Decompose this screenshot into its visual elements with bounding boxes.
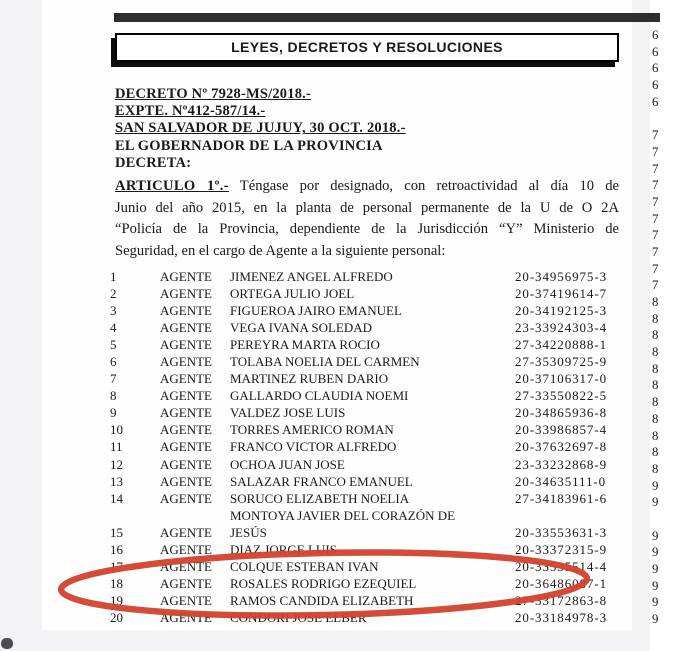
agent-rank: AGENTE	[160, 439, 212, 455]
agent-rank: AGENTE	[160, 371, 212, 387]
cropped-digit: 8	[652, 428, 659, 443]
agent-name: ROSALES RODRIGO EZEQUIEL	[230, 575, 417, 591]
section-header-box	[115, 33, 619, 62]
agent-rank: AGENTE	[160, 388, 212, 404]
decree-decreta-line: DECRETA:	[115, 154, 192, 171]
agent-name: TORRES AMERICO ROMAN	[230, 422, 394, 438]
agent-name: MONTOYA JAVIER DEL CORAZÓN DE	[230, 507, 456, 523]
agent-row	[42, 490, 674, 507]
agent-row-number: 15	[110, 524, 123, 540]
decree-header	[115, 86, 625, 172]
cropped-digit: 8	[652, 395, 659, 410]
agent-rank: AGENTE	[160, 269, 212, 284]
agent-cuil: 20-33184978-3	[515, 609, 607, 625]
cropped-digit: 7	[652, 278, 659, 293]
cropped-digit: 8	[652, 378, 659, 393]
agent-rank: AGENTE	[160, 422, 212, 438]
decree-place-date-line: SAN SALVADOR DE JUJUY, 30 OCT. 2018.-	[115, 120, 406, 137]
cropped-digit	[652, 110, 692, 127]
cropped-digit	[652, 511, 692, 528]
agent-row-number: 19	[110, 592, 123, 608]
cropped-digit: 8	[652, 345, 659, 360]
cropped-digit: 7	[652, 194, 659, 209]
agent-row-number: 18	[110, 575, 123, 591]
agent-row	[42, 456, 674, 473]
agent-row-number: 20	[110, 609, 123, 625]
bottom-left-ui-fragment	[1, 638, 13, 649]
cropped-digit: 6	[652, 44, 659, 59]
cropped-digit: 9	[652, 528, 659, 543]
article-line-1	[115, 176, 619, 198]
agent-cuil: 20-34865936-8	[515, 405, 607, 421]
agent-row	[42, 302, 674, 319]
agent-rank: AGENTE	[160, 320, 212, 336]
agent-row	[42, 319, 674, 336]
agent-row	[42, 285, 674, 302]
agent-row-number: 14	[110, 490, 123, 506]
cropped-digit: 8	[652, 328, 659, 343]
agent-rank: AGENTE	[160, 592, 212, 608]
agent-name: COLQUE ESTEBAN IVAN	[230, 558, 379, 574]
agent-row-number: 13	[110, 473, 123, 489]
cropped-digit: 9	[652, 612, 659, 627]
agent-name: JIMENEZ ANGEL ALFREDO	[230, 269, 393, 284]
cropped-digit: 7	[652, 178, 659, 193]
agent-name: FIGUEROA JAIRO EMANUEL	[230, 303, 402, 319]
cropped-digit: 7	[652, 128, 659, 143]
agent-row	[42, 268, 674, 285]
agent-list	[42, 268, 674, 626]
cropped-digit: 6	[652, 94, 659, 109]
agent-rank: AGENTE	[160, 286, 212, 302]
agent-name: RAMOS CANDIDA ELIZABETH	[230, 592, 414, 608]
agent-cuil: 20-33535514-4	[515, 558, 607, 574]
agent-name: OCHOA JUAN JOSE	[230, 456, 345, 472]
agent-row	[42, 507, 674, 524]
decree-issuer-line: EL GOBERNADOR DE LA PROVINCIA	[115, 137, 383, 154]
cropped-digit: 9	[652, 495, 659, 510]
agent-row	[42, 387, 674, 404]
agent-rank: AGENTE	[160, 473, 212, 489]
agent-row-number: 5	[110, 337, 117, 353]
agent-name: SALAZAR FRANCO EMANUEL	[230, 473, 413, 489]
document-page	[42, 0, 659, 630]
agent-cuil: 20-34956975-3	[515, 269, 607, 284]
agent-cuil: 20-36486087-1	[515, 575, 607, 591]
agent-cuil: 20-33986857-4	[515, 422, 607, 438]
cropped-digit: 8	[652, 445, 659, 460]
decree-number-line: DECRETO Nº 7928-MS/2018.-	[115, 86, 312, 102]
agent-rank: AGENTE	[160, 558, 212, 574]
cropped-digit: 6	[652, 78, 659, 93]
article-paragraph	[115, 176, 619, 263]
cropped-digit: 9	[652, 478, 659, 493]
agent-row-number: 4	[110, 320, 117, 336]
cropped-digit: 9	[652, 578, 659, 593]
cropped-digit: 8	[652, 295, 659, 309]
agent-cuil: 27-33550822-5	[515, 388, 607, 404]
agent-name: TOLABA NOELIA DEL CARMEN	[230, 354, 420, 370]
agent-row-number: 16	[110, 541, 123, 557]
agent-cuil: 20-37106317-0	[515, 371, 607, 387]
agent-row-number: 11	[110, 439, 123, 455]
agent-cuil: 23-33924303-4	[515, 320, 607, 336]
agent-name: SORUCO ELIZABETH NOELIA	[230, 490, 410, 506]
article-label: ARTICULO 1º.-	[115, 178, 229, 194]
agent-row-number: 3	[110, 303, 117, 319]
agent-row-number: 1	[110, 269, 117, 284]
agent-name: GALLARDO CLAUDIA NOEMI	[230, 388, 409, 404]
agent-name: PEREYRA MARTA ROCIO	[230, 337, 380, 353]
agent-name: FRANCO VICTOR ALFREDO	[230, 439, 397, 455]
agent-name: ORTEGA JULIO JOEL	[230, 286, 355, 302]
cropped-digit: 6	[652, 28, 659, 42]
agent-row-number: 8	[110, 388, 117, 404]
agent-rank: AGENTE	[160, 490, 212, 506]
agent-row	[42, 575, 674, 592]
agent-rank: AGENTE	[160, 405, 212, 421]
agent-name: VEGA IVANA SOLEDAD	[230, 320, 373, 336]
agent-row-number: 7	[110, 371, 117, 387]
agent-row	[42, 524, 674, 541]
decree-file-line: EXPTE. Nº412-587/14.-	[115, 103, 266, 120]
agent-rank: AGENTE	[160, 456, 212, 472]
agent-cuil: 20-33553631-3	[515, 524, 607, 540]
agent-cuil: 27-34183961-6	[515, 490, 607, 506]
agent-rank: AGENTE	[160, 303, 212, 319]
agent-row	[42, 370, 674, 387]
agent-cuil: 20-37632697-8	[515, 439, 607, 455]
article-line-4: Seguridad, en el cargo de Agente a la siguiente personal:	[115, 243, 446, 260]
cropped-digit: 7	[652, 211, 659, 226]
cropped-digit: 8	[652, 311, 659, 326]
agent-name: MARTINEZ RUBEN DARIO	[230, 371, 389, 387]
agent-row	[42, 353, 674, 370]
agent-rank: AGENTE	[160, 524, 212, 540]
agent-row-number: 12	[110, 456, 123, 472]
cropped-digit: 9	[652, 595, 659, 610]
agent-row-number: 9	[110, 405, 117, 421]
agent-rank: AGENTE	[160, 354, 212, 370]
agent-name: JESÚS	[230, 524, 267, 540]
top-divider-bar	[114, 13, 660, 22]
agent-row	[42, 438, 674, 455]
agent-row	[42, 558, 674, 575]
agent-row	[42, 473, 674, 490]
cropped-digit: 7	[652, 144, 659, 159]
article-line-2: Junio del año 2015, en la planta de personal permanente de la U de O 2A	[115, 199, 619, 216]
agent-rank: AGENTE	[160, 337, 212, 353]
cropped-digit: 7	[652, 228, 659, 243]
agent-cuil: 20-34635111-0	[515, 473, 607, 489]
agent-rank: AGENTE	[160, 609, 212, 625]
agent-row-number: 10	[110, 422, 123, 438]
cropped-digit: 9	[652, 545, 659, 560]
adjacent-column-digits	[652, 27, 692, 628]
agent-cuil: 20-34192125-3	[515, 303, 607, 319]
agent-row-number: 17	[110, 558, 123, 574]
cropped-digit: 8	[652, 361, 659, 376]
agent-row	[42, 541, 674, 558]
agent-row-number: 2	[110, 286, 117, 302]
agent-rank: AGENTE	[160, 541, 212, 557]
agent-row-number: 6	[110, 354, 117, 370]
agent-name: DIAZ JORGE LUIS	[230, 541, 337, 557]
agent-cuil: 27-33172863-8	[515, 592, 607, 608]
cropped-digit: 6	[652, 61, 659, 76]
article-line-3: “Policía de la Provincia, dependiente de la Jurisdicción “Y” Ministerio de	[115, 221, 619, 238]
agent-cuil: 27-35309725-9	[515, 354, 607, 370]
agent-row	[42, 421, 674, 438]
agent-cuil: 23-33232868-9	[515, 456, 607, 472]
cropped-digit: 7	[652, 244, 659, 259]
cropped-digit: 7	[652, 161, 659, 176]
agent-cuil: 27-34220888-1	[515, 337, 607, 353]
cropped-digit: 9	[652, 562, 659, 576]
section-title: LEYES, DECRETOS Y RESOLUCIONES	[231, 39, 503, 55]
agent-name: VALDEZ JOSE LUIS	[230, 405, 346, 421]
article-line-1-text: Téngase por designado, con retroactividad al día 10 de	[239, 178, 620, 194]
agent-cuil: 20-33372315-9	[515, 541, 607, 557]
agent-cuil: 20-37419614-7	[515, 286, 607, 302]
cropped-digit: 8	[652, 461, 659, 476]
agent-row	[42, 609, 674, 626]
agent-name: CONDORI JOSE ELBER	[230, 609, 367, 625]
agent-rank: AGENTE	[160, 575, 212, 591]
agent-row	[42, 592, 674, 609]
cropped-digit: 8	[652, 411, 659, 426]
cropped-digit: 7	[652, 261, 659, 276]
agent-row	[42, 404, 674, 421]
agent-row	[42, 336, 674, 353]
